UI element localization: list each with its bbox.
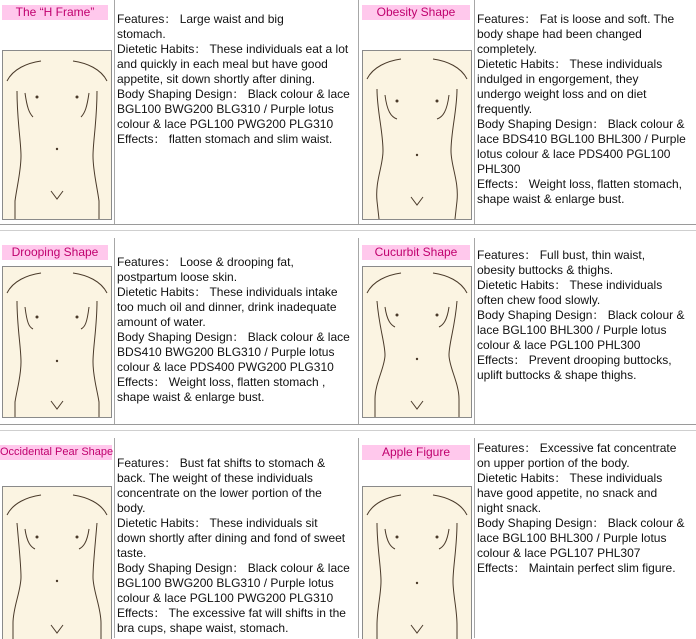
description-line: Features： Excessive fat concentrate — [477, 441, 677, 455]
body-figure-image — [2, 50, 112, 220]
description-line: PHL300 — [477, 162, 521, 176]
description-line: night snack. — [477, 501, 542, 515]
drooping-figure — [3, 267, 111, 417]
description-line: colour & lace PGL100 PWG200 PLG310 — [117, 117, 334, 131]
description-line: Body Shaping Design： Black colour & lace — [117, 330, 350, 344]
description-line: colour & lace PDS400 PWG200 PLG310 — [117, 360, 334, 374]
shape-title-badge: Occidental Pear Shape — [0, 446, 114, 458]
description-line: Dietetic Habits： These individuals intake — [117, 285, 338, 299]
shape-title-badge: The “H Frame” — [2, 5, 108, 20]
description-line: Features： Loose & drooping fat, — [117, 255, 294, 269]
shape-description — [117, 12, 357, 147]
description-line: body. — [117, 501, 146, 515]
description-line: concentrate on the lower portion of the — [117, 486, 322, 500]
description-line: Body Shaping Design： Black colour & — [477, 308, 685, 322]
description-line: Body Shaping Design： Black colour & lace — [117, 87, 350, 101]
description-line: Effects： flatten stomach and slim waist. — [117, 132, 333, 146]
description-line: lace BGL100 BHL300 / Purple lotus — [477, 323, 667, 337]
column-divider — [358, 238, 359, 424]
shape-title-badge: Drooping Shape — [2, 245, 108, 260]
description-line: frequently. — [477, 102, 533, 116]
description-line: Body Shaping Design： Black colour & — [477, 516, 685, 530]
description-line: colour & lace PGL100 PHL300 — [477, 338, 641, 352]
description-line: Dietetic Habits： These individuals — [477, 278, 663, 292]
row-divider — [0, 424, 696, 425]
description-line: amount of water. — [117, 315, 206, 329]
column-divider — [474, 0, 475, 224]
description-line: postpartum loose skin. — [117, 270, 238, 284]
column-divider — [114, 238, 115, 424]
column-divider — [114, 438, 115, 638]
description-line: Features： Full bust, thin waist, — [477, 248, 646, 262]
description-line: Dietetic Habits： These individuals sit — [117, 516, 318, 530]
description-line: undergo weight loss and on diet — [477, 87, 647, 101]
description-line: Effects： Prevent drooping buttocks, — [477, 353, 672, 367]
description-line: uplift buttocks & shape thighs. — [477, 368, 637, 382]
shape-description — [477, 12, 695, 207]
description-line: have good appetite, no snack and — [477, 486, 658, 500]
body-figure-image — [2, 486, 112, 639]
row-divider — [0, 224, 696, 225]
row-divider — [0, 230, 696, 231]
description-line: colour & lace PGL107 PHL307 — [477, 546, 641, 560]
h-frame-figure — [3, 51, 111, 219]
column-divider — [474, 238, 475, 424]
column-divider — [474, 438, 475, 638]
description-line: lace BDS410 BGL100 BHL300 / Purple — [477, 132, 686, 146]
description-line: BGL100 BWG200 BLG310 / Purple lotus — [117, 576, 334, 590]
description-line: Effects： Weight loss, flatten stomach, — [477, 177, 682, 191]
description-line: completely. — [477, 42, 537, 56]
description-line: Body Shaping Design： Black colour & lace — [117, 561, 350, 575]
description-line: stomach. — [117, 27, 166, 41]
description-line: Dietetic Habits： These individuals — [477, 471, 663, 485]
shape-title-badge: Cucurbit Shape — [362, 245, 470, 260]
description-line: lace BGL100 BHL300 / Purple lotus — [477, 531, 667, 545]
column-divider — [358, 0, 359, 224]
body-figure-image — [362, 266, 472, 418]
row-divider — [0, 430, 696, 431]
description-line: and quickly in each meal but have good — [117, 57, 328, 71]
body-figure-image — [362, 50, 472, 220]
body-figure-image — [2, 266, 112, 418]
shape-description — [477, 248, 695, 383]
description-line: indulged in engorgement, they — [477, 72, 639, 86]
shape-description — [117, 456, 357, 636]
description-line: Effects： Maintain perfect slim figure. — [477, 561, 676, 575]
description-line: colour & lace PGL100 PWG200 PLG310 — [117, 591, 334, 605]
description-line: bra cups, shape waist, stomach. — [117, 621, 289, 635]
obesity-figure — [363, 51, 471, 219]
description-line: on upper portion of the body. — [477, 456, 630, 470]
description-line: Effects： Weight loss, flatten stomach , — [117, 375, 326, 389]
description-line: Features： Fat is loose and soft. The — [477, 12, 675, 26]
description-line: often chew food slowly. — [477, 293, 601, 307]
shape-title-badge: Apple Figure — [362, 445, 470, 460]
description-line: shape waist & enlarge bust. — [477, 192, 625, 206]
apple-figure — [363, 487, 471, 639]
description-line: shape waist & enlarge bust. — [117, 390, 265, 404]
pear-figure — [3, 487, 111, 639]
description-line: too much oil and dinner, drink inadequate — [117, 300, 337, 314]
description-line: lotus colour & lace PDS400 PGL100 — [477, 147, 671, 161]
description-line: Features： Large waist and big — [117, 12, 284, 26]
description-line: BDS410 BWG200 BLG310 / Purple lotus — [117, 345, 335, 359]
description-line: Body Shaping Design： Black colour & — [477, 117, 685, 131]
description-line: appetite, sit down shortly after dining. — [117, 72, 316, 86]
description-line: Features： Bust fat shifts to stomach & — [117, 456, 326, 470]
description-line: BGL100 BWG200 BLG310 / Purple lotus — [117, 102, 334, 116]
column-divider — [358, 438, 359, 638]
description-line: back. The weight of these individuals — [117, 471, 313, 485]
cucurbit-figure — [363, 267, 471, 417]
column-divider — [114, 0, 115, 224]
description-line: body shape had been changed — [477, 27, 642, 41]
description-line: obesity buttocks & thighs. — [477, 263, 614, 277]
description-line: Dietetic Habits： These individuals — [477, 57, 663, 71]
description-line: Dietetic Habits： These individuals eat a lot — [117, 42, 349, 56]
description-line: taste. — [117, 546, 147, 560]
body-figure-image — [362, 486, 472, 639]
shape-description — [477, 441, 695, 576]
description-line: down shortly after dining and fond of sweet — [117, 531, 346, 545]
shape-description — [117, 255, 357, 405]
description-line: Effects： The excessive fat will shifts in the — [117, 606, 346, 620]
shape-title-badge: Obesity Shape — [362, 5, 470, 20]
